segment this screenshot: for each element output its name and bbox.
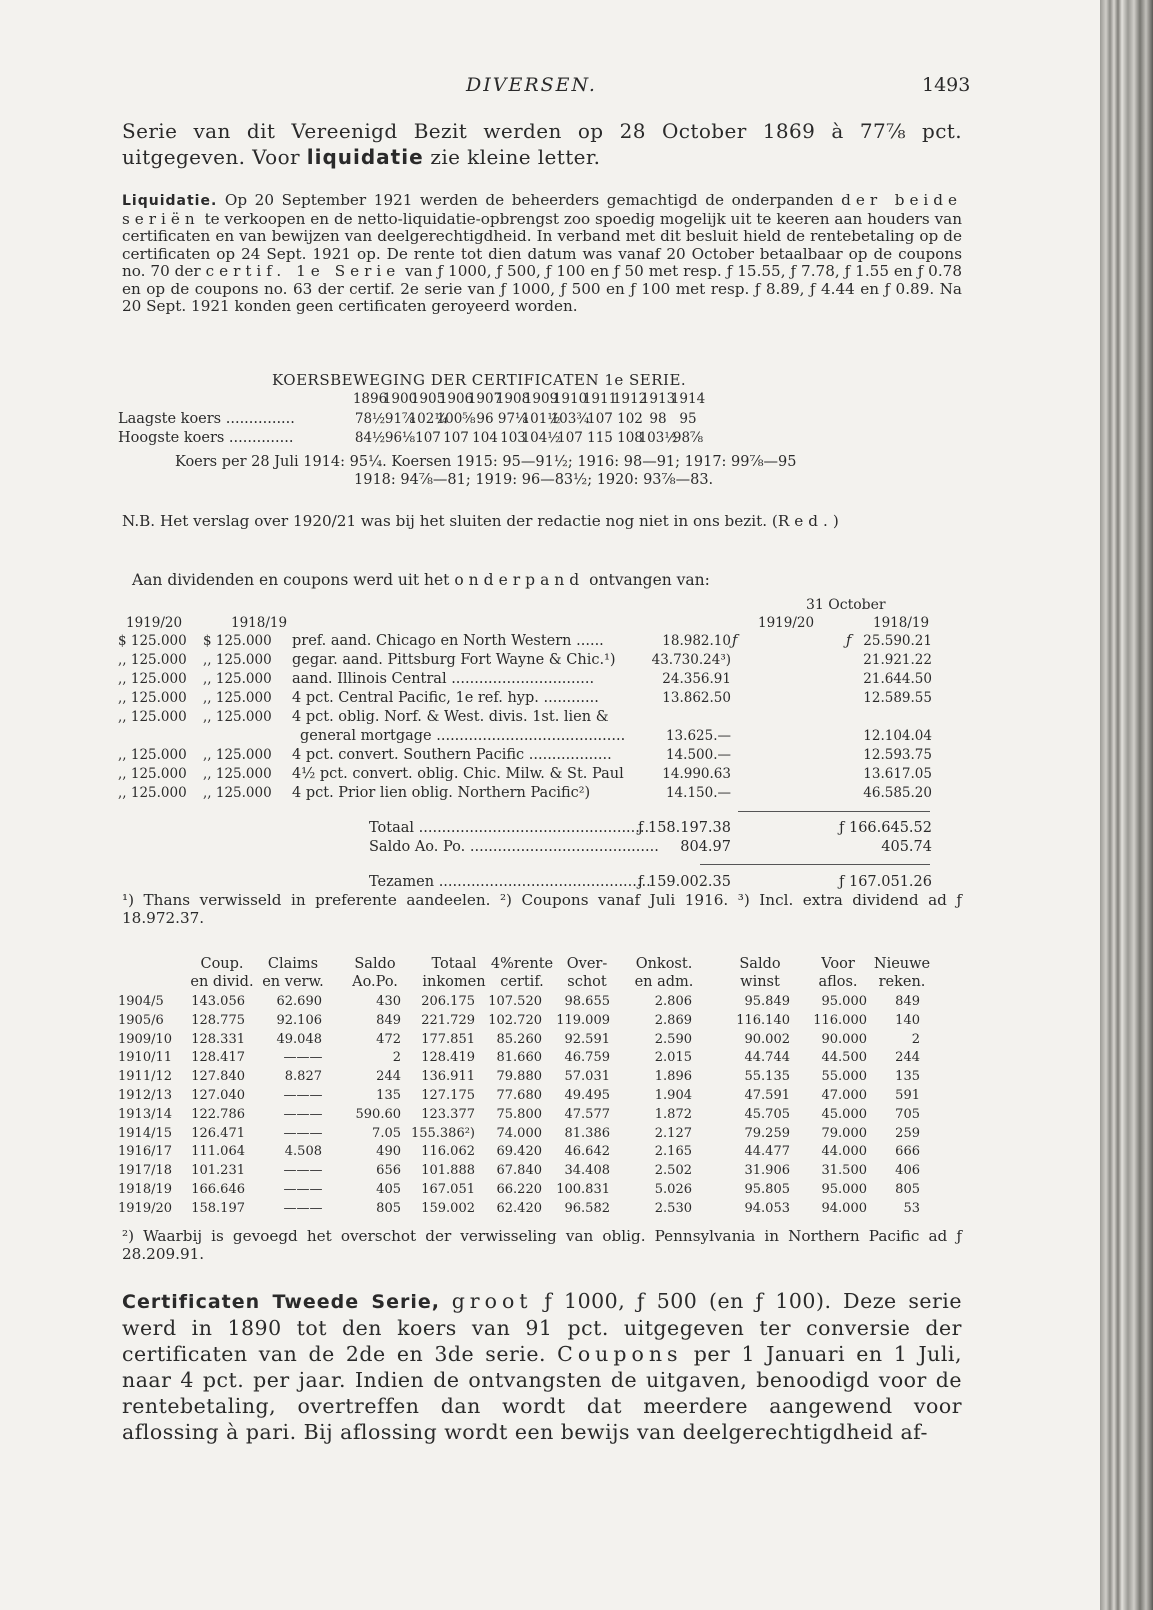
table-cell: 98.655 (564, 994, 610, 1009)
table-cell: 31.500 (821, 1163, 867, 1179)
table-cell: 94.053 (744, 1200, 790, 1216)
dividend-amount-1918: ,, 125.000 (203, 747, 272, 763)
year-cell: 1918/19 (118, 1182, 173, 1197)
table-cell: 405 (376, 1182, 401, 1197)
dividend-amount-1918: ,, 125.000 (203, 785, 272, 801)
table-cell: 77.680 (496, 1088, 542, 1103)
column-header: certif. (500, 974, 544, 990)
table-cell: 66.220 (496, 1182, 542, 1197)
column-header: Onkost. (635, 956, 693, 972)
dividend-description: 4 pct. oblig. Norf. & West. divis. 1st. lien & (292, 709, 609, 725)
col-header-d: 1918/19 (873, 615, 930, 631)
table-cell: 7.05 (372, 1125, 401, 1141)
column-header: Claims (267, 956, 319, 972)
koers-row-label: Hoogste koers .............. (118, 430, 294, 446)
table-cell: 590.60 (355, 1106, 401, 1122)
tezamen-1919: ƒ 159.002.35 (638, 874, 731, 890)
dividend-value-1918: 12.104.04 (863, 728, 932, 744)
dividend-value-1918: 21.644.50 (863, 671, 932, 687)
table-cell: 2 (911, 1031, 920, 1047)
koers-year: 1908 (495, 391, 531, 407)
dividend-amount-1918: ,, 125.000 (203, 671, 272, 687)
year-cell: 1904/5 (118, 994, 164, 1009)
table-cell: 221.729 (421, 1012, 475, 1028)
table-cell: 490 (376, 1144, 401, 1160)
date-header: 31 October (806, 597, 886, 613)
table-cell: 45.705 (744, 1106, 790, 1122)
table-cell: 128.331 (191, 1031, 245, 1047)
table-cell: 96.582 (564, 1200, 610, 1216)
table-cell: 1.904 (654, 1088, 692, 1103)
dividend-amount-1919: ,, 125.000 (118, 709, 187, 725)
table-cell: 90.002 (744, 1031, 790, 1047)
table-cell: 135 (376, 1088, 401, 1103)
dividend-value-1919: 18.982.10 (662, 633, 731, 649)
column-header: aflos. (818, 974, 858, 990)
dividend-value-1919: 24.356.91 (662, 671, 731, 687)
table-cell: 406 (895, 1163, 920, 1179)
column-header: Totaal (431, 956, 477, 972)
table-cell: 49.048 (276, 1031, 322, 1047)
table-cell: 79.000 (821, 1125, 867, 1141)
table-cell: 805 (376, 1200, 401, 1216)
column-header: Ao.Po. (352, 974, 398, 990)
table-cell: 2.590 (654, 1031, 692, 1047)
table-cell: 107.520 (488, 994, 542, 1009)
dividend-value-1919: 14.150.— (665, 785, 731, 801)
dividend-amount-1918: ,, 125.000 (203, 709, 272, 725)
koers-value: 96 (476, 411, 494, 427)
table-cell: 1.896 (654, 1069, 692, 1085)
koers-year: 1910 (552, 391, 588, 407)
koers-year: 1900 (382, 391, 418, 407)
dividend-description: aand. Illinois Central ............................... (292, 671, 595, 687)
table-cell: 4.508 (284, 1144, 322, 1160)
table-cell: 119.009 (556, 1012, 610, 1028)
totaal-1918: ƒ 166.645.52 (839, 820, 932, 836)
column-header: Nieuwe (873, 956, 931, 972)
table-cell: 81.660 (496, 1050, 542, 1066)
koers-year: 1907 (467, 391, 503, 407)
table-cell: 62.690 (276, 994, 322, 1009)
column-header: Voor (821, 956, 855, 972)
table-cell: 127.840 (191, 1069, 245, 1085)
koers-note-2: 1918: 94⅞—81; 1919: 96—83½; 1920: 93⅞—83. (354, 472, 714, 488)
tezamen-1918: ƒ 167.051.26 (839, 874, 932, 890)
koers-year: 1914 (670, 391, 706, 407)
florin-sign: ƒ (846, 633, 852, 649)
table-cell: ——— (283, 1106, 323, 1122)
koers-value: 107 (587, 411, 613, 427)
year-cell: 1919/20 (118, 1200, 173, 1216)
table-cell: ——— (283, 1200, 323, 1216)
column-header: Coup. (200, 956, 244, 972)
table-cell: 116.062 (421, 1144, 475, 1160)
year-cell: 1911/12 (118, 1069, 173, 1085)
koers-year: 1906 (438, 391, 474, 407)
table-cell: 47.591 (744, 1088, 790, 1103)
table-cell: 62.420 (496, 1200, 542, 1216)
page-number: 1493 (922, 74, 971, 96)
table-cell: 57.031 (564, 1069, 610, 1085)
results-footnote: ²) Waarbij is gevoegd het overschot der verwisseling van oblig. Pennsylvania in Northern Pacific ad ƒ 28.209.91. (122, 1227, 962, 1263)
table-cell: 123.377 (421, 1106, 475, 1122)
table-cell: 45.000 (821, 1106, 867, 1122)
table-cell: 81.386 (564, 1125, 610, 1141)
koers-year: 1905 (410, 391, 446, 407)
koers-value: 100⅝ (436, 411, 476, 427)
saldo-1919: 804.97 (680, 839, 731, 855)
second-series-heading: Certificaten Tweede Serie, (122, 1291, 440, 1313)
totaal-1919: ƒ 158.197.38 (638, 820, 731, 836)
table-cell: 849 (376, 1012, 401, 1028)
table-cell: 111.064 (191, 1144, 245, 1160)
table-cell: 67.840 (496, 1163, 542, 1179)
table-cell: 101.231 (191, 1163, 245, 1179)
table-cell: 656 (376, 1163, 401, 1179)
table-cell: 95.849 (744, 994, 790, 1009)
dividend-value-1918: 25.590.21 (863, 633, 932, 649)
table-cell: 472 (376, 1031, 401, 1047)
col-header-a: 1919/20 (126, 615, 183, 631)
table-cell: 92.591 (564, 1031, 610, 1047)
dividend-amount-1918: ,, 125.000 (203, 690, 272, 706)
dividend-value-1919: 14.990.63 (662, 766, 731, 782)
dividend-value-1918: 12.593.75 (863, 747, 932, 763)
dividend-value-1918: 46.585.20 (863, 785, 932, 801)
column-header: en divid. (190, 974, 254, 990)
koers-value: 84½ (354, 430, 386, 446)
koers-value: 98 (649, 411, 667, 427)
column-header: Saldo (739, 956, 781, 972)
table-cell: 34.408 (564, 1163, 610, 1179)
koers-value: 108 (617, 430, 643, 446)
table-cell: 101.888 (421, 1163, 475, 1179)
second-series-paragraph: Certificaten Tweede Serie, groot ƒ 1000, ƒ 500 (en ƒ 100). Deze serie werd in 1890 tot den koers van 91 pct. uitgegeven ter conversie der certificaten van de 2de en 3de serie. Coupons per 1 Januari en 1 Juli, naar 4 pct. per jaar. Indien de ontvangsten de uitgaven, benoodigd voor de rentebetaling, overtreffen dan wordt dat meerdere aangewend voor aflossing à pari. Bij aflossing wordt een bewijs van deelgerechtigdheid af- (122, 1289, 963, 1444)
table-cell: 167.051 (421, 1182, 475, 1197)
dividend-value-1918: 12.589.55 (863, 690, 932, 706)
table-cell: 2.165 (654, 1144, 692, 1160)
year-cell: 1913/14 (118, 1106, 173, 1122)
koers-year: 1912 (612, 391, 648, 407)
koers-value: 104½ (521, 430, 561, 446)
table-cell: 102.720 (488, 1012, 542, 1028)
table-cell: 127.175 (421, 1088, 475, 1103)
table-cell: ——— (283, 1125, 323, 1141)
table-cell: 94.000 (821, 1200, 867, 1216)
koers-year: 1896 (352, 391, 388, 407)
nb-paragraph: N.B. Het verslag over 1920/21 was bij het sluiten der redactie nog niet in ons bezit. (Red.) (122, 512, 839, 530)
table-cell: ——— (283, 1163, 323, 1179)
column-header: reken. (878, 974, 926, 990)
table-cell: 155.386²) (410, 1125, 475, 1141)
koers-row-label: Laagste koers ............... (118, 411, 295, 427)
year-cell: 1916/17 (118, 1144, 173, 1160)
table-cell: 128.419 (421, 1050, 475, 1066)
koers-value: 103½ (638, 430, 678, 446)
koers-value: 96⅛ (384, 430, 416, 446)
table-cell: 705 (895, 1106, 920, 1122)
table-cell: 805 (895, 1182, 920, 1197)
table-cell: 140 (895, 1012, 920, 1028)
table-cell: 95.000 (821, 1182, 867, 1197)
koers-value: 103 (500, 430, 526, 446)
table-cell: 44.500 (821, 1050, 867, 1066)
table-cell: 44.744 (744, 1050, 790, 1066)
dividend-amount-1918: ,, 125.000 (203, 652, 272, 668)
koers-title: KOERSBEWEGING DER CERTIFICATEN 1e SERIE. (272, 371, 687, 389)
column-header: en adm. (634, 974, 694, 990)
table-cell: ——— (283, 1182, 323, 1197)
table-cell: 53 (903, 1200, 920, 1216)
table-cell: 47.577 (564, 1106, 610, 1122)
dividend-description: 4½ pct. convert. oblig. Chic. Milw. & St. Paul (292, 766, 624, 782)
year-cell: 1912/13 (118, 1088, 173, 1103)
koers-value: 91⅞ (384, 411, 416, 427)
table-cell: 2.869 (654, 1012, 692, 1028)
table-cell: 158.197 (191, 1200, 245, 1216)
book-page-edges (1100, 0, 1153, 1610)
table-cell: 122.786 (191, 1106, 245, 1122)
koers-value: 104 (472, 430, 498, 446)
table-cell: 591 (895, 1088, 920, 1103)
table-cell: ——— (283, 1088, 323, 1103)
koers-value: 107 (443, 430, 469, 446)
table-cell: 666 (895, 1144, 920, 1160)
table-cell: 2.806 (654, 994, 692, 1009)
table-cell: 849 (895, 994, 920, 1009)
dividend-value-1918: 13.617.05 (863, 766, 932, 782)
table-cell: 2.530 (654, 1200, 692, 1216)
koers-value: 115 (587, 430, 613, 446)
koers-value: 102¼ (408, 411, 448, 427)
table-cell: 128.417 (191, 1050, 245, 1066)
table-cell: 2.127 (654, 1125, 692, 1141)
liquidatie-keyword: liquidatie (306, 145, 424, 169)
dividend-amount-1919: ,, 125.000 (118, 652, 187, 668)
dividend-amount-1919: ,, 125.000 (118, 747, 187, 763)
running-title: DIVERSEN. (466, 74, 597, 96)
table-cell: 430 (376, 994, 401, 1009)
table-cell: 69.420 (496, 1144, 542, 1160)
dividend-description: 4 pct. convert. Southern Pacific .................. (292, 747, 612, 763)
table-cell: 136.911 (421, 1069, 475, 1085)
dividend-amount-1918: ,, 125.000 (203, 766, 272, 782)
column-header: Saldo (354, 956, 396, 972)
table-cell: 244 (895, 1050, 920, 1066)
column-header: Over- (566, 956, 608, 972)
koers-value: 98⅞ (672, 430, 704, 446)
koers-year: 1913 (640, 391, 676, 407)
table-cell: 8.827 (284, 1069, 322, 1085)
table-cell: 5.026 (654, 1182, 692, 1197)
koers-value: 101½ (521, 411, 561, 427)
liquidation-paragraph: Liquidatie. Op 20 September 1921 werden de beheerders gemachtigd de onderpanden der beide seriën te verkoopen en de netto-liquidatie-opbrengst zoo spoedig mogelijk uit te keeren aan houders van certificaten en van bewijzen van deelgerechtigdheid. In verband met dit besluit hield de rentebetaling op de certificaten op 24 Sept. 1921 op. De rente tot dien datum was vanaf 20 October betaalbaar op de coupons no. 70 der certif. 1e Serie van ƒ 1000, ƒ 500, ƒ 100 en ƒ 50 met resp. ƒ 15.55, ƒ 7.78, ƒ 1.55 en ƒ 0.78 en op de coupons no. 63 der certif. 2e serie van ƒ 1000, ƒ 500 en ƒ 100 met resp. ƒ 8.89, ƒ 4.44 en ƒ 0.89. Na 20 Sept. 1921 konden geen certificaten geroyeerd worden. (122, 191, 962, 315)
year-cell: 1917/18 (118, 1163, 173, 1179)
table-cell: 1.872 (654, 1106, 692, 1122)
table-cell: 95.805 (744, 1182, 790, 1197)
dividend-value-1919: 13.625.— (665, 728, 731, 744)
dividend-amount-1919: ,, 125.000 (118, 690, 187, 706)
table-cell: 177.851 (421, 1031, 475, 1047)
table-cell: 75.800 (496, 1106, 542, 1122)
koers-value: 107 (557, 430, 583, 446)
koers-year: 1911 (582, 391, 618, 407)
year-cell: 1914/15 (118, 1125, 173, 1141)
table-cell: 95.000 (821, 994, 867, 1009)
table-cell: 244 (376, 1069, 401, 1085)
koers-value: 95 (679, 411, 697, 427)
column-header: schot (567, 974, 607, 990)
intro-paragraph: Serie van dit Vereenigd Bezit werden op 28 October 1869 à 77⅞ pct. uitgegeven. Voor liquidatie zie kleine letter. (122, 119, 962, 169)
column-header: inkomen (422, 974, 486, 990)
table-cell: 2 (392, 1050, 401, 1066)
year-cell: 1905/6 (118, 1012, 164, 1028)
dividend-description: general mortgage ......................................... (300, 728, 626, 744)
table-cell: ——— (283, 1050, 323, 1066)
koers-value: 102 (617, 411, 643, 427)
dividend-value-1919: 43.730.24³) (651, 652, 731, 668)
totaal-label: Totaal .................................................. (369, 820, 650, 836)
year-cell: 1909/10 (118, 1031, 173, 1047)
table-cell: 79.259 (744, 1125, 790, 1141)
table-cell: 49.495 (564, 1088, 610, 1103)
table-cell: 259 (895, 1125, 920, 1141)
table-cell: 92.106 (276, 1012, 322, 1028)
dividend-amount-1919: ,, 125.000 (118, 766, 187, 782)
koers-value: 97⅛ (497, 411, 529, 427)
col-header-c: 1919/20 (758, 615, 815, 631)
table-cell: 2.502 (654, 1163, 692, 1179)
dividend-description: gegar. aand. Pittsburg Fort Wayne & Chic.¹) (292, 652, 616, 668)
table-cell: 55.135 (744, 1069, 790, 1085)
table-cell: 85.260 (496, 1031, 542, 1047)
dividend-description: 4 pct. Central Pacific, 1e ref. hyp. ............ (292, 690, 599, 706)
dividend-value-1919: 14.500.— (665, 747, 731, 763)
table-cell: 46.759 (564, 1050, 610, 1066)
dividend-value-1919: 13.862.50 (662, 690, 731, 706)
koers-value: 103¾ (550, 411, 590, 427)
table-cell: 143.056 (191, 994, 245, 1009)
table-cell: 159.002 (421, 1200, 475, 1216)
table-cell: 206.175 (421, 994, 475, 1009)
table-cell: 116.140 (736, 1012, 790, 1028)
dividends-footnote: ¹) Thans verwisseld in preferente aandeelen. ²) Coupons vanaf Juli 1916. ³) Incl. extra dividend ad ƒ 18.972.37. (122, 891, 962, 927)
table-cell: 166.646 (191, 1182, 245, 1197)
table-cell: 46.642 (564, 1144, 610, 1160)
dividend-amount-1919: ,, 125.000 (118, 671, 187, 687)
saldo-1918: 405.74 (881, 839, 932, 855)
tezamen-label: Tezamen .............................................. (369, 874, 651, 890)
dividend-value-1918: 21.921.22 (863, 652, 932, 668)
table-cell: 126.471 (191, 1125, 245, 1141)
table-cell: 127.040 (191, 1088, 245, 1103)
table-cell: 55.000 (821, 1069, 867, 1085)
dividend-description: 4 pct. Prior lien oblig. Northern Pacific²) (292, 785, 591, 801)
koers-year: 1909 (523, 391, 559, 407)
dividend-amount-1919: ,, 125.000 (118, 785, 187, 801)
table-cell: 100.831 (556, 1182, 610, 1197)
year-cell: 1910/11 (118, 1050, 173, 1066)
table-cell: 79.880 (496, 1069, 542, 1085)
table-cell: 116.000 (813, 1012, 867, 1028)
koers-note-1: Koers per 28 Juli 1914: 95¼. Koersen 1915: 95—91½; 1916: 98—91; 1917: 99⅞—95 (175, 454, 797, 470)
table-cell: 128.775 (191, 1012, 245, 1028)
dividend-amount-1918: $ 125.000 (203, 633, 272, 649)
table-cell: 74.000 (496, 1125, 542, 1141)
dividend-description: pref. aand. Chicago en North Western ...... (292, 633, 604, 649)
col-header-b: 1918/19 (231, 615, 288, 631)
florin-sign: ƒ (732, 633, 738, 649)
table-cell: 44.000 (821, 1144, 867, 1160)
table-cell: 135 (895, 1069, 920, 1085)
table-cell: 44.477 (744, 1144, 790, 1160)
dividend-amount-1919: $ 125.000 (118, 633, 187, 649)
column-header: 4%rente (490, 956, 554, 972)
saldo-label: Saldo Ao. Po. ......................................... (369, 839, 659, 855)
table-cell: 2.015 (654, 1050, 692, 1066)
dividends-intro: Aan dividenden en coupons werd uit het onderpand ontvangen van: (132, 571, 710, 589)
liquidation-heading: Liquidatie. (122, 193, 218, 209)
column-header: winst (740, 974, 780, 990)
table-cell: 31.906 (744, 1163, 790, 1179)
table-cell: 90.000 (821, 1031, 867, 1047)
koers-value: 78½ (354, 411, 386, 427)
koers-value: 107 (415, 430, 441, 446)
column-header: en verw. (262, 974, 324, 990)
table-cell: 47.000 (821, 1088, 867, 1103)
